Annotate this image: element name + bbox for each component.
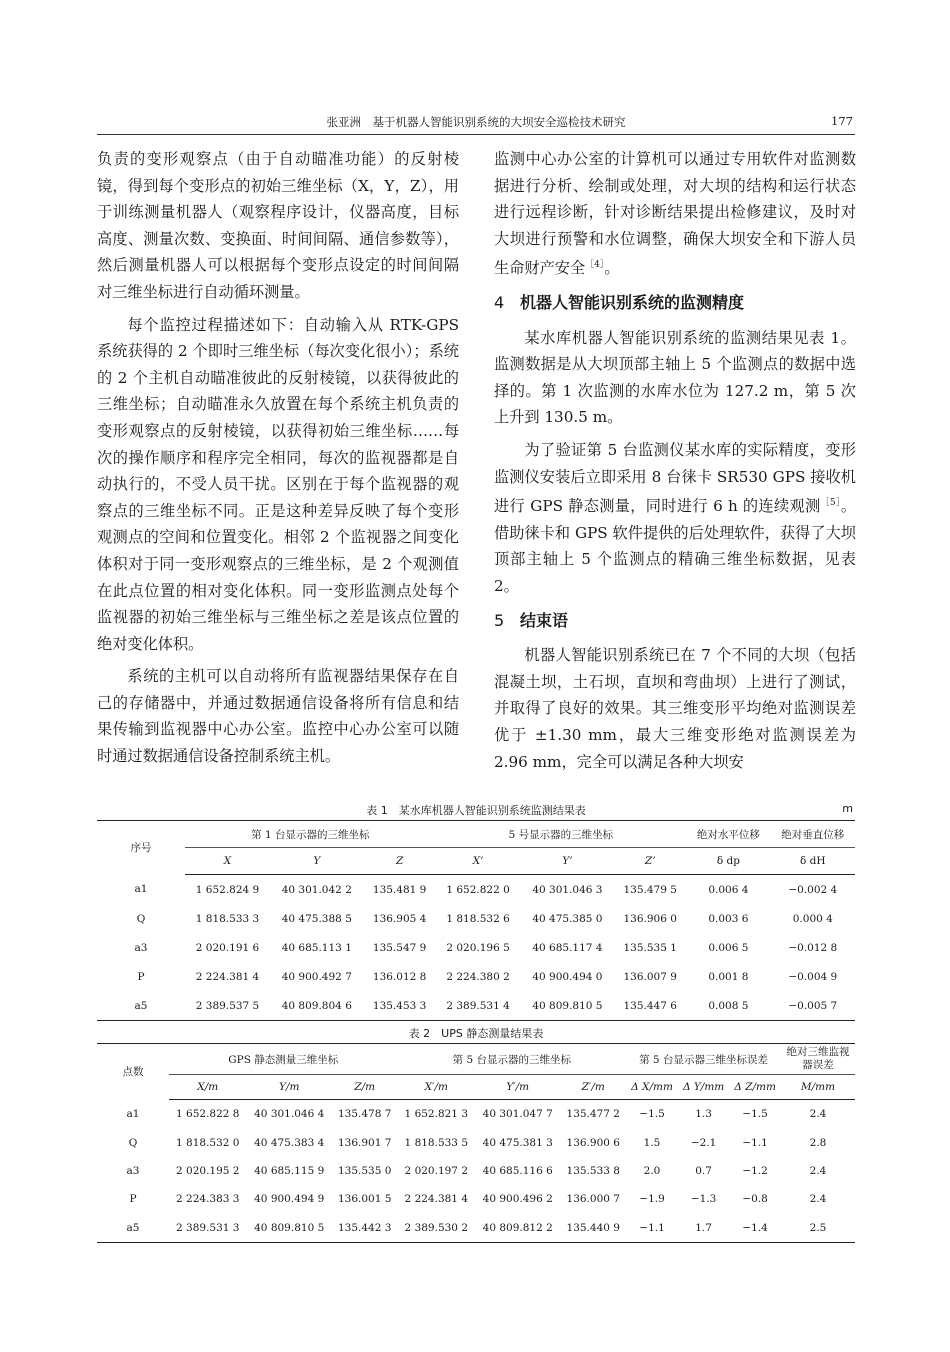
table-cell: 135.478 7	[337, 1108, 392, 1121]
table-cell: 136.001 5	[337, 1193, 392, 1206]
header-abs-error: 绝对三维监视器误差	[781, 1044, 855, 1075]
table-cell: 135.479 5	[623, 883, 677, 896]
table-cell: 1 818.532 6	[446, 912, 510, 925]
paragraph-text: 为了验证第 5 台监测仪某水库的实际精度，变形监测仪安装后立即采用 8 台徕卡 SR530 GPS 接收机进行 GPS 静态测量，同时进行 6 h 的连续观测	[494, 441, 856, 516]
row-label: a3	[126, 1164, 140, 1177]
section-number: 5	[494, 610, 505, 630]
table-cell: 1 652.822 8	[176, 1108, 240, 1121]
table-cell: −0.004 9	[788, 970, 838, 983]
table-cell: 1.3	[695, 1108, 712, 1121]
table2-caption-text: 表 2 UPS 静态测量结果表	[408, 1027, 544, 1040]
table-cell: 2.0	[643, 1164, 661, 1177]
table1-caption-text: 表 1 某水库机器人智能识别系统监测结果表	[366, 804, 586, 817]
table-cell: 135.440 9	[560, 1214, 626, 1243]
table-cell: 40 809.812 2	[475, 1214, 560, 1243]
header-point: 点数	[97, 1044, 169, 1100]
table-cell: 2 020.196 5	[446, 941, 510, 954]
table-cell: 0.003 6	[708, 912, 749, 925]
table-cell: −0.005 7	[771, 991, 855, 1021]
table-cell: 135.481 9	[372, 883, 427, 896]
table-cell: 0.006 4	[708, 883, 749, 896]
paragraph: 系统的主机可以自动将所有监视器结果保存在自己的存储器中，并通过数据通信设备将所有信息和结果传输到监视器中心办公室。监控中心办公室可以随时通过数据通信设备控制系统主机。	[97, 667, 459, 766]
table1-unit: m	[842, 802, 853, 815]
table-cell: 40 475.385 0	[532, 912, 603, 925]
table-cell: 2 020.195 2	[176, 1164, 240, 1177]
table-row	[97, 1157, 855, 1185]
table-row	[97, 1214, 855, 1243]
table-cell: 135.547 9	[372, 941, 427, 954]
table-row	[97, 933, 855, 962]
section-title: 机器人智能识别系统的监测精度	[520, 293, 745, 313]
subheader-cell: Δ Y/mm	[678, 1075, 729, 1100]
subheader-cell: Z′/m	[560, 1075, 626, 1100]
table-cell: 2 389.537 5	[185, 991, 270, 1021]
subheader-cell: Z	[364, 848, 436, 875]
table-cell: 135.535 0	[337, 1164, 392, 1177]
table-cell: 2 389.531 4	[436, 991, 521, 1021]
table-cell: −1.1	[742, 1136, 768, 1149]
subheader-cell: M/mm	[781, 1075, 855, 1100]
table-cell: 40 685.115 9	[254, 1164, 325, 1177]
header-abs-vertical: 绝对垂直位移	[771, 821, 855, 848]
table1-caption	[97, 802, 855, 818]
table-cell: 136.900 6	[566, 1136, 620, 1149]
paragraph-text: 。借助徕卡和 GPS 软件提供的后处理软件，获得了大坝顶部主轴上 5 个监测点的精确三维坐标数据，见表 2。	[494, 497, 856, 596]
citation: ［5］	[820, 498, 841, 509]
table-row	[97, 875, 855, 905]
table-cell: 40 809.810 5	[247, 1214, 332, 1243]
citation: ［4］	[585, 260, 605, 271]
table-cell: −1.1	[626, 1214, 678, 1243]
table-cell: 136.000 7	[566, 1193, 620, 1206]
subheader-cell: Z’	[614, 848, 686, 875]
table-cell: 40 475.383 4	[254, 1136, 325, 1149]
table-cell: 1 818.532 0	[176, 1136, 240, 1149]
table-cell: 40 809.810 5	[521, 991, 615, 1021]
table-cell: 1 652.824 9	[195, 883, 260, 896]
left-column	[97, 146, 459, 776]
subheader-cell: Y	[270, 848, 364, 875]
table-cell: 0.000 4	[792, 912, 833, 925]
table-cell: −0.002 4	[788, 883, 838, 896]
table-cell: 40 301.046 4	[254, 1108, 325, 1121]
subheader-cell: Δ X/mm	[626, 1075, 678, 1100]
table-row	[97, 991, 855, 1021]
row-label: a5	[97, 1214, 169, 1243]
table2-caption	[97, 1025, 855, 1041]
table-cell: 40 301.046 3	[532, 883, 603, 896]
table-cell: 136.012 8	[372, 970, 427, 983]
table-cell: 2 224.383 3	[176, 1193, 240, 1206]
subheader-cell: Y′/m	[475, 1075, 560, 1100]
table-cell: 1 818.533 5	[404, 1136, 469, 1149]
table-cell: 0.7	[695, 1164, 712, 1177]
table-row	[97, 904, 855, 933]
row-label: a5	[97, 991, 185, 1021]
paragraph-text: 监测中心办公室的计算机可以通过专用软件对监测数据进行分析、绘制或处理，对大坝的结构和运行状态进行远程诊断，针对诊断结果提出检修建议，及时对大坝进行预警和水位调整，确保大坝安全和下游人员生命财产安全	[494, 150, 856, 278]
table-row	[97, 962, 855, 991]
table-cell: −1.3	[690, 1193, 717, 1206]
table-cell: 40 685.113 1	[281, 941, 352, 954]
table-cell: 2 389.530 2	[398, 1214, 476, 1243]
table-cell: 40 301.047 7	[482, 1108, 553, 1121]
table-cell: 40 900.496 2	[482, 1193, 553, 1206]
table-cell: −1.2	[742, 1164, 768, 1177]
header-group2: 第 5 台显示器的三维坐标	[398, 1044, 627, 1075]
table-cell: 1.5	[643, 1136, 661, 1149]
table-cell: −1.5	[742, 1108, 768, 1121]
row-label: Q	[136, 912, 146, 925]
table-cell: 40 685.117 4	[532, 941, 603, 954]
table-cell: 40 900.494 0	[532, 970, 603, 983]
paragraph: 某水库机器人智能识别系统的监测结果见表 1。监测数据是从大坝顶部主轴上 5 个监测点的数据中选择的。第 1 次监测的水库水位为 127.2 m，第 5 次上升到 130.5 m。	[494, 328, 856, 427]
table-cell: 2 389.531 3	[169, 1214, 247, 1243]
subheader-cell: δ dp	[686, 848, 770, 875]
page-number: 177	[831, 114, 853, 128]
table-cell: 40 900.492 7	[281, 970, 352, 983]
table-cell: 40 475.381 3	[482, 1136, 553, 1149]
subheader-cell: Z/m	[332, 1075, 398, 1100]
table-cell: 40 475.388 5	[281, 912, 352, 925]
table-row	[97, 1100, 855, 1129]
row-label: a3	[134, 941, 148, 954]
table-cell: 135.477 2	[566, 1108, 620, 1121]
subheader-cell: Y/m	[247, 1075, 332, 1100]
table-cell: 136.007 9	[623, 970, 677, 983]
table-cell: 40 900.494 9	[254, 1193, 325, 1206]
table-cell: 2 020.197 2	[404, 1164, 469, 1177]
paragraph	[494, 146, 856, 282]
subheader-cell: X/m	[169, 1075, 247, 1100]
table-cell: 0.008 5	[686, 991, 770, 1021]
table-cell: 136.905 4	[372, 912, 427, 925]
running-title: 张亚洲 基于机器人智能识别系统的大坝安全巡检技术研究	[326, 115, 626, 129]
subheader-cell: X	[185, 848, 270, 875]
table-cell: 40 301.042 2	[281, 883, 352, 896]
table-cell: 1 652.821 3	[404, 1108, 469, 1121]
table2-subheader	[97, 1075, 855, 1100]
table-cell: −2.1	[690, 1136, 717, 1149]
row-label: a1	[134, 883, 148, 896]
table-cell: 1 818.533 3	[195, 912, 260, 925]
paragraph: 每个监控过程描述如下：自动输入从 RTK-GPS 系统获得的 2 个即时三维坐标（每次变化很小）；系统的 2 个主机自动瞄准彼此的反射棱镜，以获得彼此的三维坐标；自动瞄准永久放置在每个系统主机负责的变形观察点的反射棱镜，以获得初始三维坐标……每次的操作顺序和程序完全相同，每次的监视器都是自动执行的，不受人员干扰。区别在于每个监视器的观察点的三维坐标不同。正是这种差异反映了每个变形观测点的空间和位置变化。相邻 2 个监视器之间变化体积对于同一变形观察点的三维坐标，是 2 个观测值在此点位置的相对变化体积。同一变形监测点处每个监视器的初始三维坐标与三维坐标之差是该点位置的绝对变化体积。	[97, 315, 459, 653]
header-group1: GPS 静态测量三维坐标	[169, 1044, 398, 1075]
table1-subheader	[97, 848, 855, 875]
paragraph: 负责的变形观察点（由于自动瞄准功能）的反射棱镜，得到每个变形点的初始三维坐标（X，Y，Z），用于训练测量机器人（观察程序设计，仪器高度，目标高度、测量次数、变换面、时间间隔、通信参数等），然后测量机器人可以根据每个变形点设定的时间间隔对三维坐标进行自动循环测量。	[97, 150, 459, 301]
table-cell: −0.012 8	[788, 941, 838, 954]
table-row	[97, 1185, 855, 1213]
table-cell: 2.4	[809, 1193, 827, 1206]
paragraph-end: 。	[604, 259, 620, 278]
section-title: 结束语	[520, 610, 569, 630]
table-row	[97, 1128, 855, 1156]
subheader-cell: δ dH	[771, 848, 855, 875]
subheader-cell: X′/m	[398, 1075, 476, 1100]
table1	[97, 820, 855, 1021]
table-cell: 136.901 7	[337, 1136, 392, 1149]
table-cell: −0.8	[742, 1193, 768, 1206]
header-seq: 序号	[97, 821, 185, 875]
header-abs-horizontal: 绝对水平位移	[686, 821, 770, 848]
table-cell: 135.447 6	[614, 991, 686, 1021]
subheader-cell: Δ Z/mm	[729, 1075, 781, 1100]
table-cell: 2.4	[809, 1164, 827, 1177]
table-cell: 2 020.191 6	[195, 941, 260, 954]
row-label: Q	[128, 1136, 138, 1149]
header-group2: 5 号显示器的三维坐标	[436, 821, 687, 848]
table-cell: 2 224.381 4	[195, 970, 260, 983]
section-heading-4	[494, 290, 856, 317]
right-column	[494, 146, 856, 781]
running-header	[97, 112, 855, 135]
table2	[97, 1043, 855, 1243]
section-heading-5	[494, 608, 856, 635]
header-group3: 第 5 台显示器三维坐标误差	[626, 1044, 781, 1075]
table-cell: 135.453 3	[364, 991, 436, 1021]
table-cell: −1.5	[639, 1108, 665, 1121]
table-cell: 1.7	[678, 1214, 729, 1243]
table-cell: 2 224.381 4	[404, 1193, 469, 1206]
table-cell: 135.442 3	[332, 1214, 398, 1243]
table-cell: 0.001 8	[708, 970, 749, 983]
table-cell: 2 224.380 2	[446, 970, 510, 983]
table-cell: 40 809.804 6	[270, 991, 364, 1021]
header-group1: 第 1 台显示器的三维坐标	[185, 821, 436, 848]
table-cell: 1 652.822 0	[446, 883, 510, 896]
table-cell: 135.535 1	[623, 941, 677, 954]
paragraph	[494, 437, 856, 600]
table-cell: 2.4	[809, 1108, 827, 1121]
table-cell: 2.8	[809, 1136, 827, 1149]
table-cell: 135.533 8	[566, 1164, 620, 1177]
table-cell: 40 685.116 6	[482, 1164, 553, 1177]
table-cell: −1.9	[639, 1193, 665, 1206]
paragraph: 机器人智能识别系统已在 7 个不同的大坝（包括混凝土坝，土石坝，直坝和弯曲坝）上进行了测试，并取得了良好的效果。其三维变形平均绝对监测误差优于 ±1.30 mm，最大三维变形绝对监测误差为 2.96 mm，完全可以满足各种大坝安	[494, 646, 856, 771]
table-cell: 136.906 0	[623, 912, 677, 925]
subheader-cell: X’	[436, 848, 521, 875]
table-cell: 0.006 5	[708, 941, 749, 954]
subheader-cell: Y’	[521, 848, 615, 875]
row-label: P	[137, 970, 145, 983]
section-number: 4	[494, 293, 505, 313]
row-label: P	[129, 1193, 137, 1206]
row-label: a1	[126, 1107, 140, 1120]
table-cell: 2.5	[781, 1214, 855, 1243]
table-cell: −1.4	[729, 1214, 781, 1243]
